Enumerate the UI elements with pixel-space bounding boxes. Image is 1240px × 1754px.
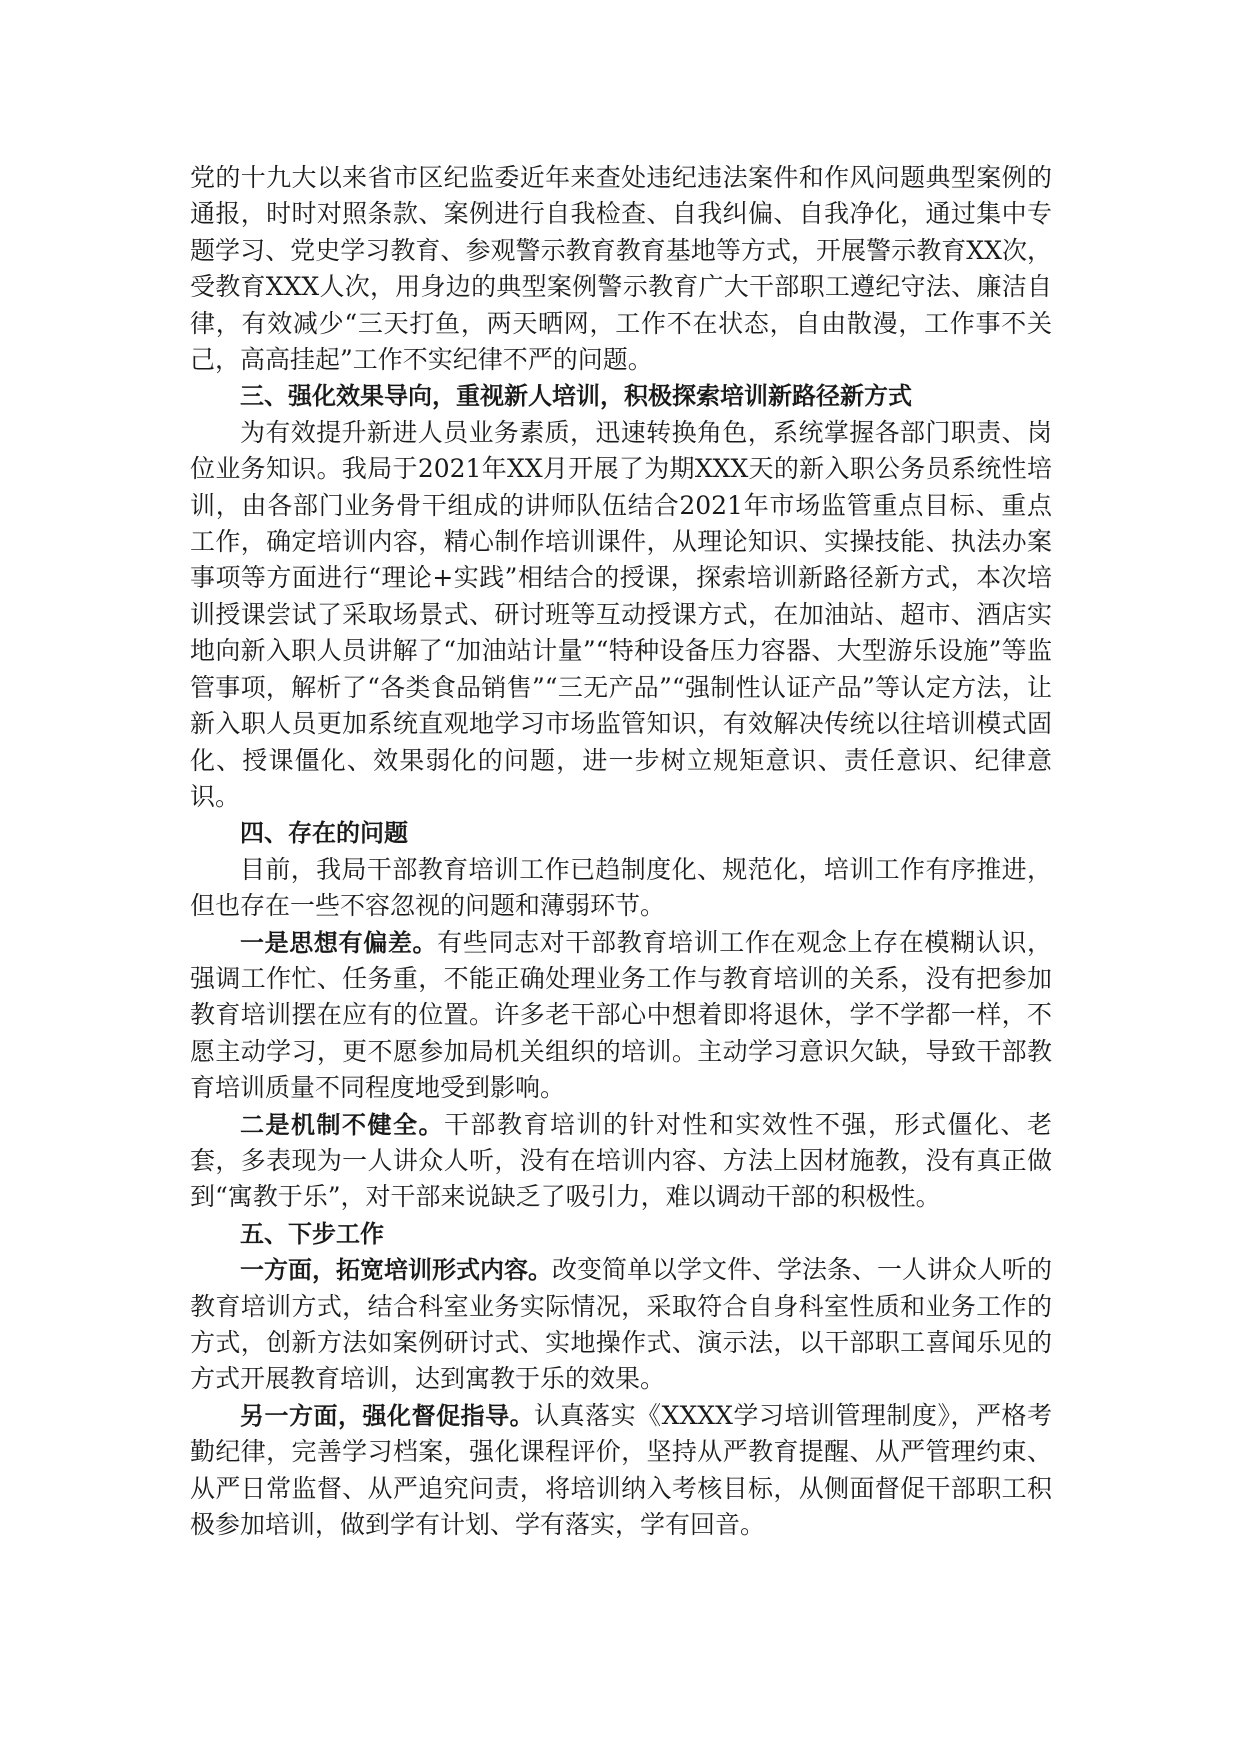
paragraph-next-step-2 — [190, 1398, 1052, 1544]
document-body — [190, 160, 1052, 1543]
paragraph-next-step-1-lead: 一方面，拓宽培训形式内容。 — [240, 1256, 552, 1285]
paragraph-problem-2-lead: 二是机制不健全。 — [240, 1110, 444, 1139]
paragraph-warning-education: 党的十九大以来省市区纪监委近年来查处违纪违法案件和作风问题典型案例的通报，时时对照条款、案例进行自我检查、自我纠偏、自我净化，通过集中专题学习、党史学习教育、参观警示教育教育基地等方式，开展警示教育XX次，受教育XXX人次，用身边的典型案例警示教育广大干部职工遵纪守法、廉洁自律，有效减少“三天打鱼，两天晒网，工作不在状态，自由散漫，工作事不关己，高高挂起”工作不实纪律不严的问题。 — [190, 163, 1052, 375]
paragraph-problem-2 — [190, 1107, 1052, 1216]
paragraph-next-step-2-body: 认真落实《XXXX学习培训管理制度》，严格考勤纪律，完善学习档案，强化课程评价，坚持从严教育提醒、从严管理约束、从严日常监督、从严追究问责，将培训纳入考核目标，从侧面督促干部职工积极参加培训，做到学有计划、学有落实，学有回音。 — [190, 1400, 1052, 1540]
paragraph-problem-1-lead: 一是思想有偏差。 — [240, 928, 438, 957]
paragraph-next-step-1-body: 改变简单以学文件、学法条、一人讲众人听的教育培训方式，结合科室业务实际情况，采取符合自身科室性质和业务工作的方式，创新方法如案例研讨式、实地操作式、演示法，以干部职工喜闻乐见的方式开展教育培训，达到寓教于乐的效果。 — [190, 1255, 1053, 1394]
section-heading-4: 四、存在的问题 — [240, 819, 408, 848]
paragraph-next-step-2-lead: 另一方面，强化督促指导。 — [240, 1401, 535, 1430]
paragraph-problem-2-body: 干部教育培训的针对性和实效性不强，形式僵化、老套，多表现为一人讲众人听，没有在培训内容、方法上因材施教，没有真正做到“寓教于乐”，对干部来说缺乏了吸引力，难以调动干部的积极性。 — [190, 1109, 1052, 1212]
paragraph-next-step-1 — [190, 1252, 1052, 1398]
paragraph-problems-intro: 目前，我局干部教育培训工作已趋制度化、规范化，培训工作有序推进，但也存在一些不容忽视的问题和薄弱环节。 — [190, 854, 1052, 921]
paragraph-problem-1 — [190, 925, 1052, 1107]
section-heading-5: 五、下步工作 — [240, 1219, 384, 1248]
paragraph-new-staff-training: 为有效提升新进人员业务素质，迅速转换角色，系统掌握各部门职责、岗位业务知识。我局于2021年XX月开展了为期XXX天的新入职公务员系统性培训，由各部门业务骨干组成的讲师队伍结合2021年市场监管重点目标、重点工作，确定培训内容，精心制作培训课件，从理论知识、实操技能、执法办案事项等方面进行“理论+实践”相结合的授课，探索培训新路径新方式，本次培训授课尝试了采取场景式、研讨班等互动授课方式，在加油站、超市、酒店实地向新入职人员讲解了“加油站计量”“特种设备压力容器、大型游乐设施”等监管事项，解析了“各类食品销售”“三无产品”“强制性认证产品”等认定方法，让新入职人员更加系统直观地学习市场监管知识，有效解决传统以往培训模式固化、授课僵化、效果弱化的问题，进一步树立规矩意识、责任意识、纪律意识。 — [190, 417, 1052, 811]
section-heading-3: 三、强化效果导向，重视新人培训，积极探索培训新路径新方式 — [240, 382, 912, 411]
paragraph-problem-1-body: 有些同志对干部教育培训工作在观念上存在模糊认识，强调工作忙、任务重，不能正确处理业务工作与教育培训的关系，没有把参加教育培训摆在应有的位置。许多老干部心中想着即将退休，学不学都一样，不愿主动学习，更不愿参加局机关组织的培训。主动学习意识欠缺，导致干部教育培训质量不同程度地受到影响。 — [190, 927, 1053, 1103]
